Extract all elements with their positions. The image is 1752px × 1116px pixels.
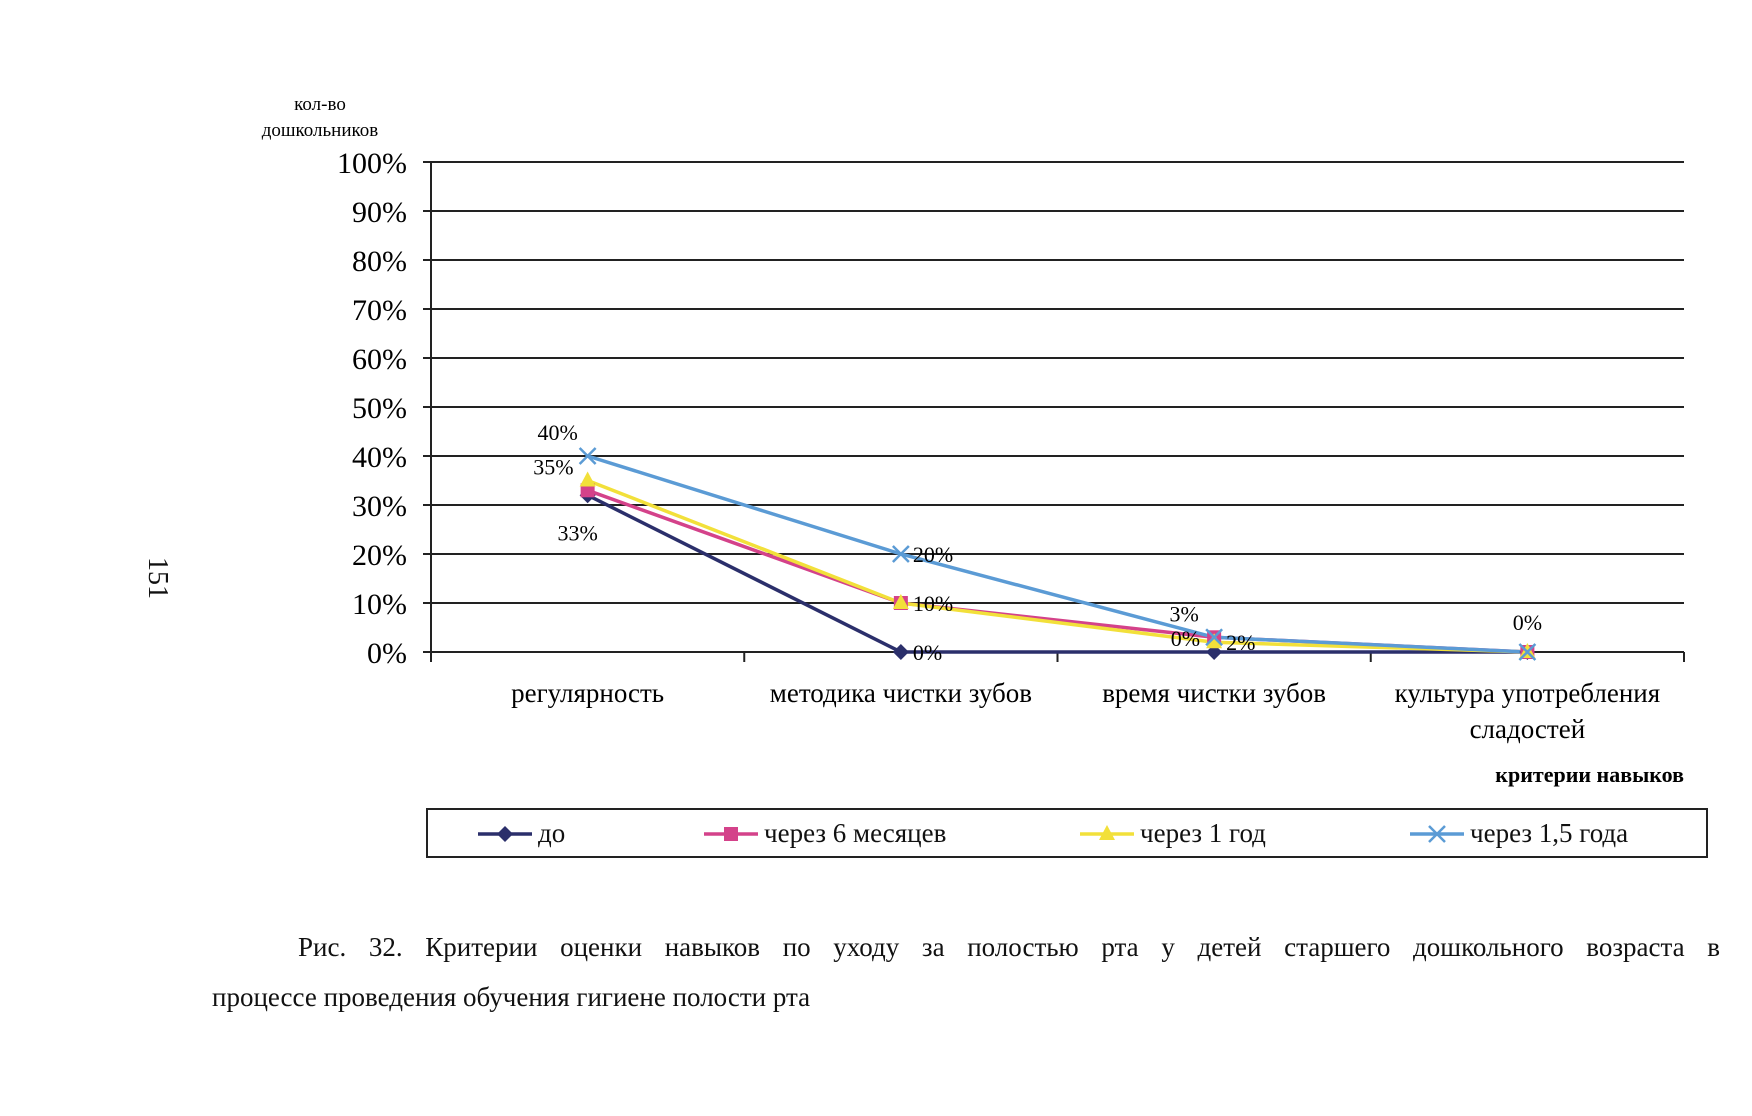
legend-item <box>704 818 946 849</box>
y-tick-label: 10% <box>352 588 407 621</box>
data-label: 40% <box>537 420 578 445</box>
x-tick-label: сладостей <box>1469 714 1586 744</box>
legend-label: через 1,5 года <box>1470 818 1629 848</box>
legend-item <box>478 818 565 849</box>
legend-swatch <box>1410 822 1464 846</box>
y-tick-label: 30% <box>352 490 407 523</box>
x-tick-label: методика чистки зубов <box>769 678 1032 708</box>
legend-swatch <box>1080 822 1134 846</box>
data-label: 0% <box>1512 610 1543 635</box>
chart-legend <box>426 808 1708 858</box>
y-tick-label: 0% <box>367 637 407 670</box>
data-label: 20% <box>912 542 954 567</box>
series-line-0 <box>588 495 1528 652</box>
caption-line-1: Рис. 32. Критерии оценки навыков по уходу за полостью рта у детей старшего дошкольного возраста в <box>298 932 1720 962</box>
y-tick-label: 50% <box>352 392 407 425</box>
page-number: 151 <box>142 557 173 599</box>
caption-line-2: процессе проведения обучения гигиене полости рта <box>212 982 811 1012</box>
data-label: 0% <box>912 640 943 665</box>
data-point-series-0 <box>893 644 909 660</box>
x-tick-label: регулярность <box>511 678 665 708</box>
data-label: 10% <box>912 591 954 616</box>
series-line-1 <box>588 490 1528 652</box>
legend-item <box>1410 818 1628 849</box>
x-tick-label: культура употребления <box>1394 678 1661 708</box>
data-label: 3% <box>1169 601 1199 627</box>
y-axis-label: дошкольников <box>261 120 379 141</box>
figure-caption <box>212 922 1720 1022</box>
legend-swatch <box>704 822 758 846</box>
y-tick-label: 90% <box>352 196 407 229</box>
y-axis-label: кол-во <box>294 94 346 115</box>
y-tick-label: 20% <box>352 539 407 572</box>
y-tick-label: 60% <box>352 343 407 376</box>
legend-swatch <box>478 822 532 846</box>
data-label: 0% <box>1170 626 1201 651</box>
legend-label: до <box>538 818 566 848</box>
data-label: 33% <box>557 520 598 546</box>
data-label: 35% <box>533 454 574 480</box>
y-tick-label: 80% <box>352 245 407 278</box>
legend-label: через 1 год <box>1140 818 1266 848</box>
data-label: 2% <box>1226 630 1256 656</box>
x-axis-label: критерии навыков <box>1495 762 1684 787</box>
x-tick-label: время чистки зубов <box>1102 678 1327 708</box>
legend-item <box>1080 818 1266 849</box>
legend-label: через 6 месяцев <box>764 818 947 848</box>
y-tick-label: 100% <box>337 147 407 180</box>
data-point-series-2 <box>580 472 596 487</box>
y-tick-label: 70% <box>352 294 407 327</box>
y-tick-label: 40% <box>352 441 407 474</box>
